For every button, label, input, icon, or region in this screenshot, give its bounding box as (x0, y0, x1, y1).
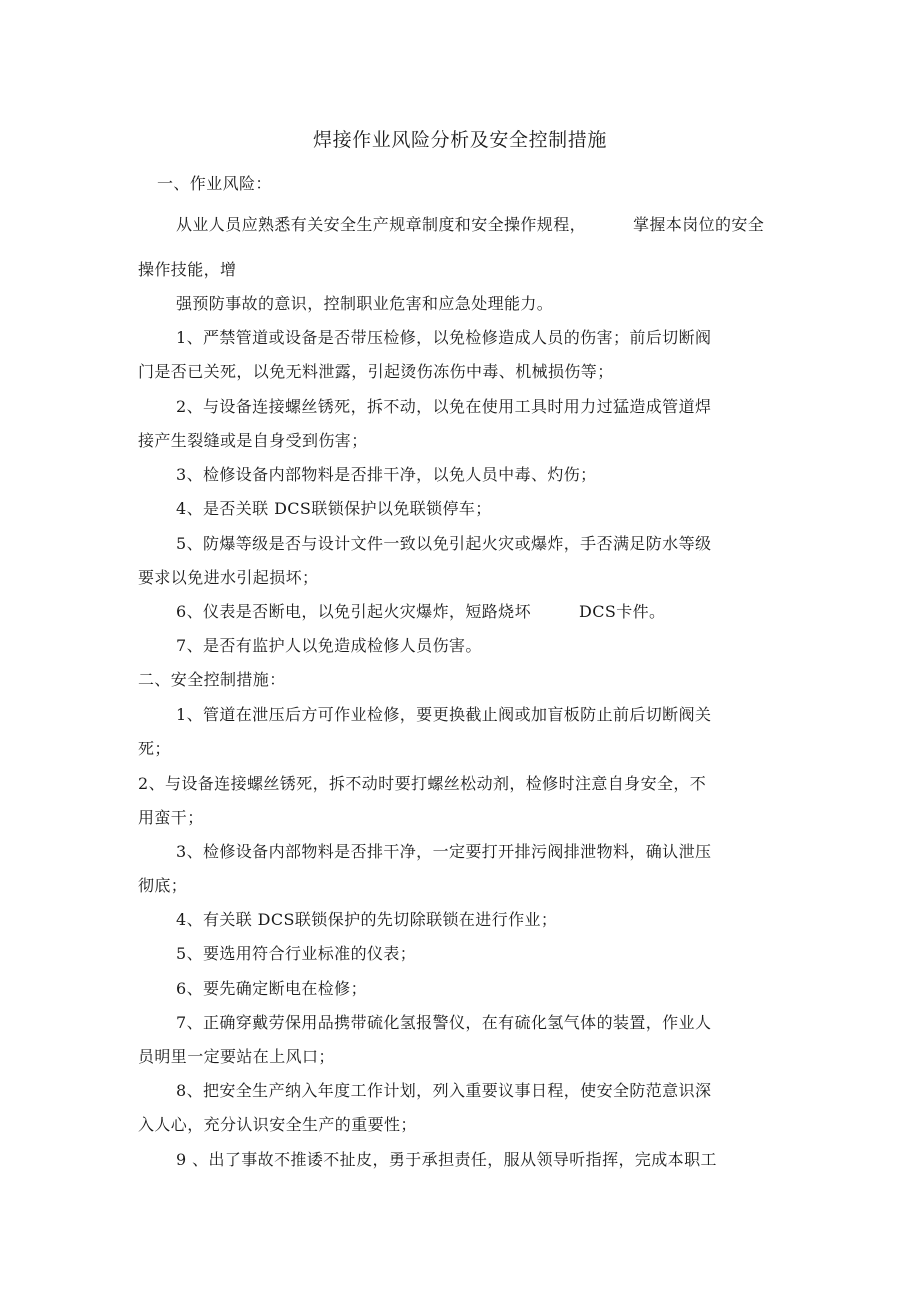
measure-item-6: 6、要先确定断电在检修； (176, 979, 367, 998)
measure-item-3-line-2: 彻底； (138, 876, 188, 895)
measure-item-2-line-1: 2、与设备连接螺丝锈死，拆不动时要打螺丝松动剂，检修时注意自身安全，不 (138, 774, 707, 793)
measure-item-5: 5、要选用符合行业标准的仪表； (176, 944, 417, 963)
measure-item-2-line-2: 用蛮干； (138, 808, 204, 827)
intro-line-3: 强预防事故的意识，控制职业危害和应急处理能力。 (176, 294, 554, 313)
measure-item-9: 9 、出了事故不推诿不扯皮，勇于承担责任，服从领导听指挥，完成本职工 (176, 1150, 717, 1169)
measure-item-8-line-2: 入人心，充分认识安全生产的重要性； (138, 1115, 417, 1134)
risk-item-5-line-1: 5、防爆等级是否与设计文件一致以免引起火灾或爆炸，手否满足防水等级 (176, 534, 712, 553)
risk-item-2-line-2: 接产生裂缝或是自身受到伤害； (138, 431, 368, 450)
document-title: 焊接作业风险分析及安全控制措施 (312, 129, 607, 151)
risk-item-2-line-1: 2、与设备连接螺丝锈死，拆不动，以免在使用工具时用力过猛造成管道焊 (176, 397, 712, 416)
intro-line-1b: 掌握本岗位的安全 (633, 215, 765, 234)
measure-item-7-line-1: 7、正确穿戴劳保用品携带硫化氢报警仪，在有硫化氢气体的装置，作业人 (176, 1013, 712, 1032)
measure-item-8-line-1: 8、把安全生产纳入年度工作计划，列入重要议事日程，使安全防范意识深 (176, 1081, 712, 1100)
section-heading-measures: 二、安全控制措施： (138, 670, 286, 689)
measure-item-7-line-2: 员明里一定要站在上风口； (138, 1047, 335, 1066)
risk-item-6-part-1: 6、仪表是否断电，以免引起火灾爆炸，短路烧坏 (176, 602, 531, 621)
intro-line-1a: 从业人员应熟悉有关安全生产规章制度和安全操作规程， (176, 215, 587, 234)
measure-item-1-line-2: 死； (138, 739, 171, 758)
section-heading-risks: 一、作业风险： (157, 174, 272, 193)
risk-item-3: 3、检修设备内部物料是否排干净，以免人员中毒、灼伤； (176, 465, 597, 484)
risk-item-5-line-2: 要求以免进水引起损坏； (138, 568, 319, 587)
measure-item-4: 4、有关联 DCS联锁保护的先切除联锁在进行作业； (176, 910, 558, 929)
risk-item-6-part-2: DCS卡件。 (579, 602, 666, 621)
risk-item-4: 4、是否关联 DCS联锁保护以免联锁停车； (176, 499, 492, 518)
risk-item-1-line-1: 1、严禁管道或设备是否带压检修，以免检修造成人员的伤害；前后切断阀 (176, 328, 712, 347)
risk-item-1-line-2: 门是否已关死，以免无料泄露，引起烫伤冻伤中毒、机械损伤等； (138, 362, 614, 381)
measure-item-1-line-1: 1、管道在泄压后方可作业检修，要更换截止阀或加盲板防止前后切断阀关 (176, 705, 712, 724)
measure-item-3-line-1: 3、检修设备内部物料是否排干净，一定要打开排污阀排泄物料，确认泄压 (176, 842, 712, 861)
intro-line-2: 操作技能，增 (138, 260, 237, 279)
risk-item-7: 7、是否有监护人以免造成检修人员伤害。 (176, 636, 482, 655)
